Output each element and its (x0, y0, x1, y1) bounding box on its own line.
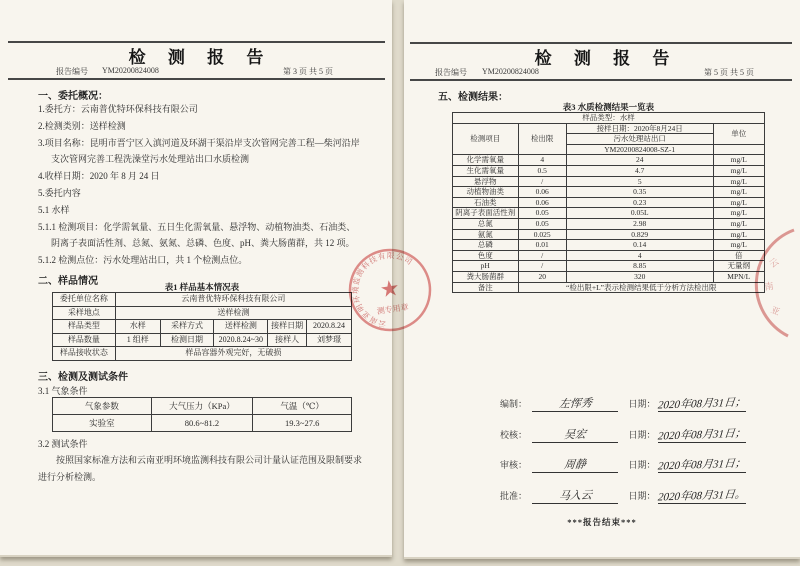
seal-partial-char: 南 (763, 280, 775, 292)
signature-role-label: 编制： (500, 399, 528, 409)
result-value: 0.829 (566, 229, 713, 240)
result-unit: mg/L (713, 208, 765, 219)
date-label: 日期： (628, 399, 656, 409)
report-end-marker: ***报告结束*** (567, 517, 637, 527)
cell: 样品类型 (53, 320, 116, 334)
result-row (453, 187, 765, 198)
section-heading-conditions: 三、检测及测试条件 (38, 372, 128, 383)
signature-role-label: 校核： (500, 429, 528, 440)
cell: 水样 (115, 320, 160, 334)
commission-item: 5.1.2 检测点位：污水处理站出口，共 1 个检测点位。 (38, 255, 248, 266)
page-title: 检 测 报 告 (128, 48, 273, 67)
result-limit: 0.025 (518, 229, 566, 240)
report-page-5 (404, 0, 800, 559)
result-row (453, 229, 765, 240)
result-item: 色度 (453, 250, 519, 261)
company-seal-stamp (340, 240, 439, 339)
result-row (453, 165, 765, 176)
commission-item: 4.收样日期：2020 年 8 月 24 日 (38, 171, 160, 182)
col-header: 气象参数 (53, 398, 152, 415)
subsection-weather: 3.1 气象条件 (38, 386, 88, 396)
row-label: 样品接收状态 (53, 347, 116, 361)
signature-handwritten-date: 2020年08月31日； (657, 396, 747, 412)
result-limit: 0.05 (518, 218, 566, 229)
signature-handwritten-name: 吴宏 (563, 428, 587, 441)
result-limit: / (518, 176, 566, 187)
table-row (53, 398, 352, 415)
col-header: 大气压力（KPa） (151, 398, 253, 415)
report-no-label: 报告编号 (435, 68, 467, 77)
result-row (453, 250, 765, 261)
result-item: 粪大肠菌群 (453, 271, 519, 282)
report-no-value: YM20200824008 (102, 66, 159, 75)
result-row (453, 218, 765, 229)
result-unit: mg/L (713, 240, 765, 251)
result-limit: 4 (518, 155, 566, 166)
result-value: 0.35 (566, 187, 713, 198)
result-value: 0.23 (566, 197, 713, 208)
empty-cell (713, 144, 765, 155)
commission-item: 2.检测类别：送样检测 (38, 120, 126, 131)
result-limit: 0.06 (518, 197, 566, 208)
result-limit: 0.5 (518, 165, 566, 176)
result-unit: 倍 (713, 250, 765, 261)
result-limit: 20 (518, 271, 566, 282)
page-number: 第 5 页 共 5 页 (704, 68, 754, 77)
subsection-test: 3.2 测试条件 (38, 439, 88, 449)
cell: 检测日期 (160, 333, 214, 347)
signature-block (500, 395, 780, 517)
result-value: 5 (566, 176, 713, 187)
result-value: 2.98 (566, 218, 713, 229)
result-value: 320 (566, 271, 713, 282)
cell: 1 组样 (115, 333, 160, 347)
result-unit: mg/L (713, 197, 765, 208)
row-label: 采样地点 (53, 306, 116, 320)
table-row (53, 306, 352, 320)
cell: 采样方式 (160, 320, 214, 334)
table-row (53, 293, 352, 307)
sample-location: 污水处理站出口 (566, 134, 713, 145)
sample-info-table (52, 292, 352, 361)
result-row (453, 176, 765, 187)
table-row (453, 282, 765, 293)
report-no-label: 报告编号 (56, 67, 88, 76)
result-row (453, 155, 765, 166)
result-value: 4 (566, 250, 713, 261)
result-unit: mg/L (713, 155, 765, 166)
seal-partial-char: 云 (767, 256, 781, 270)
result-item: 氨氮 (453, 229, 519, 240)
result-value: 24 (566, 155, 713, 166)
test-condition-paragraph: 按照国家标准方法和云南亚明环境监测科技有限公司计量认证范围及限制要求进行分析检测。 (38, 455, 363, 482)
section-heading-sample: 二、样品情况 (38, 276, 98, 287)
result-limit: / (518, 261, 566, 272)
cell: 实验室 (53, 415, 152, 432)
result-row (453, 261, 765, 272)
results-rows (453, 155, 765, 282)
table-row (53, 320, 352, 334)
table-row (53, 333, 352, 347)
seal-star-icon: ★ (378, 274, 402, 303)
signature-handwritten-name: 马入云 (558, 488, 593, 503)
result-unit: MPN/L (713, 271, 765, 282)
table3-caption: 表3 水质检测结果一览表 (562, 102, 655, 112)
col-header: 气温（℃） (253, 398, 352, 415)
cell: 接样人 (268, 333, 307, 347)
commission-items (38, 101, 360, 269)
commission-item: 5.1.1 检测项目：化学需氧量、五日生化需氧量、悬浮物、动植物油类、石油类、阴离子表面活性剂、总氮、氨氮、总磷、色度、pH、粪大肠菌群，共 12 项。 (38, 221, 356, 249)
remark-text: “检出限+L”表示检测结果低于分析方法检出限 (518, 282, 764, 293)
page-title: 检 测 报 告 (534, 49, 679, 68)
result-item: 生化需氧量 (453, 165, 519, 176)
commission-item: 5.1 水样 (38, 204, 70, 215)
result-row (453, 271, 765, 282)
result-item: 悬浮物 (453, 176, 519, 187)
result-row (453, 240, 765, 251)
row-value: 送样检测 (115, 306, 351, 320)
header-rule (8, 78, 385, 80)
row-value: 样品容器外观完好，无破损 (115, 347, 351, 361)
col-header-item: 检测项目 (453, 123, 519, 155)
cell: 2020.8.24 (307, 320, 352, 334)
section-heading-commission: 一、委托概况： (38, 91, 108, 102)
report-no-value: YM20200824008 (482, 67, 539, 76)
cell: 19.3~27.6 (253, 415, 352, 432)
result-value: 0.14 (566, 240, 713, 251)
sample-date: 接样日期：2020年8月24日 (566, 123, 713, 134)
table-row (53, 415, 352, 432)
signature-handwritten-name: 周静 (563, 458, 587, 472)
result-unit: mg/L (713, 165, 765, 176)
signature-row (500, 487, 780, 518)
signature-role-label: 审核： (500, 460, 528, 470)
date-label: 日期： (628, 429, 656, 440)
table-row (453, 113, 765, 124)
seal-banner-text: 测专用章 (376, 302, 410, 316)
col-header-limit: 检出限 (518, 123, 566, 155)
date-label: 日期： (628, 490, 656, 501)
seal-partial-char: 亚 (769, 304, 782, 318)
cell: 刘梦璟 (307, 333, 352, 347)
result-row (453, 208, 765, 219)
result-limit: / (518, 250, 566, 261)
signature-handwritten-name: 左恽秀 (558, 397, 593, 411)
result-unit: mg/L (713, 187, 765, 198)
result-unit: mg/L (713, 176, 765, 187)
signature-role-label: 批准： (500, 490, 528, 501)
weather-table (52, 397, 352, 432)
result-value: 0.05L (566, 208, 713, 219)
result-item: 石油类 (453, 197, 519, 208)
result-item: 总磷 (453, 240, 519, 251)
signature-handwritten-date: 2020年08月31日。 (657, 487, 747, 504)
cell: 2020.8.24~30 (214, 333, 268, 347)
col-header-unit: 单位 (713, 123, 765, 144)
result-unit: mg/L (713, 218, 765, 229)
signature-row (500, 426, 780, 457)
result-item: 总氮 (453, 218, 519, 229)
row-label: 委托单位名称 (53, 293, 116, 307)
table-row (453, 123, 765, 134)
signature-handwritten-date: 2020年08月31日； (657, 457, 747, 473)
result-item: 化学需氧量 (453, 155, 519, 166)
result-value: 8.85 (566, 261, 713, 272)
remark-label: 备注 (453, 282, 519, 293)
signature-row (500, 395, 780, 426)
result-value: 4.7 (566, 165, 713, 176)
result-item: 动植物油类 (453, 187, 519, 198)
page-number: 第 3 页 共 5 页 (283, 67, 333, 76)
result-unit: mg/L (713, 229, 765, 240)
cell: 80.6~81.2 (151, 415, 253, 432)
result-row (453, 197, 765, 208)
section-heading-results: 五、检测结果： (438, 92, 508, 103)
cell: 接样日期 (268, 320, 307, 334)
sample-type-header: 样品类型：水样 (453, 113, 765, 124)
result-item: 阴离子表面活性剂 (453, 208, 519, 219)
result-limit: 0.01 (518, 240, 566, 251)
sample-id: YM20200824008-SZ-1 (566, 144, 713, 155)
commission-item: 3.项目名称：昆明市晋宁区入滇河道及环湖干渠沿岸支次管网完善工程—柴河沿岸支次管网完善工程洗澡堂污水处理站出口水质检测 (38, 137, 360, 165)
commission-item: 1.委托方：云南普优特环保科技有限公司 (38, 104, 198, 114)
result-unit: 无量纲 (713, 261, 765, 272)
results-table (452, 112, 765, 293)
partial-seal-stamp (742, 228, 800, 340)
row-value: 云南普优特环保科技有限公司 (115, 293, 351, 307)
table-row (53, 347, 352, 361)
result-limit: 0.06 (518, 187, 566, 198)
seal-ring-text: 云南亚明环境监测科技有限公司 (350, 250, 415, 329)
commission-item: 5.委托内容 (38, 187, 81, 198)
result-item: pH (453, 261, 519, 272)
header-rule (410, 79, 792, 81)
result-limit: 0.05 (518, 208, 566, 219)
cell: 送样检测 (214, 320, 268, 334)
signature-row (500, 456, 780, 487)
date-label: 日期： (628, 460, 656, 470)
report-page-3 (0, 0, 392, 557)
signature-handwritten-date: 2020年08月31日； (657, 426, 747, 443)
table1-caption: 表1 样品基本情况表 (164, 282, 240, 292)
cell: 样品数量 (53, 333, 116, 347)
